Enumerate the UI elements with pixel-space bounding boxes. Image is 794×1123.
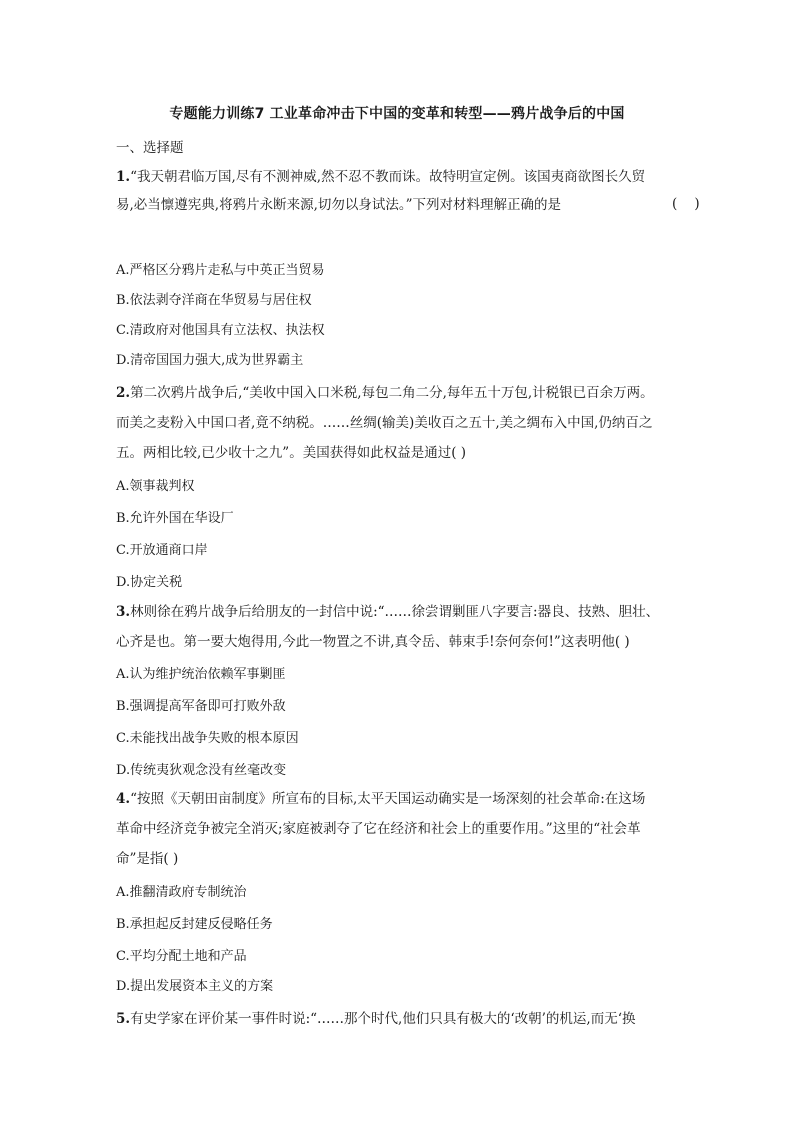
question-3-line-2: 心齐是也。第一要大炮得用,今此一物置之不讲,真令岳、韩束手!奈何奈何!”这表明他( ) [116,634,630,650]
option-c: C.未能找出战争失败的根本原因 [116,731,299,746]
option-c: C.清政府对他国具有立法权、执法权 [116,323,325,338]
option-d: D.清帝国国力强大,成为世界霸主 [116,353,304,368]
question-2-line-1: 2.第二次鸦片战争后,“美收中国入口米税,每包二角二分,每年五十万包,计税银已百余万两。 [116,385,654,401]
option-d: D.协定关税 [116,575,183,590]
option-a: A.推翻清政府专制统治 [116,885,247,900]
answer-paren: ( ) [672,196,700,212]
option-b: B.依法剥夺洋商在华贸易与居住权 [116,293,312,308]
question-1-line-2: 易,必当懔遵宪典,将鸦片永断来源,切勿以身试法。”下列对材料理解正确的是 [116,197,562,213]
question-number: 5. [116,1011,131,1027]
option-a: A.严格区分鸦片走私与中英正当贸易 [116,263,325,278]
question-2-line-2: 而美之麦粉入中国口者,竟不纳税。……丝绸(输美)美收百之五十,美之绸布入中国,仍纳百之 [116,415,653,431]
question-number: 2. [116,385,131,401]
page-title: 专题能力训练7 工业革命冲击下中国的变革和转型——鸦片战争后的中国 [169,106,625,122]
question-4-line-2: 革命中经济竞争被完全消灭;家庭被剥夺了它在经济和社会上的重要作用。”这里的“社会革 [116,821,641,837]
option-b: B.承担起反封建反侵略任务 [116,917,273,932]
question-1-line-1: 1.“我天朝君临万国,尽有不测神威,然不忍不教而诛。故特明宣定例。该国夷商欲图长久贸 [116,169,646,185]
section-heading: 一、选择题 [116,140,184,156]
option-b: B.允许外国在华设厂 [116,511,234,526]
option-c: C.平均分配土地和产品 [116,949,247,964]
question-5-line-1: 5.有史学家在评价某一事件时说:“……那个时代,他们只具有极大的‘改朝’的机运,而无‘换 [116,1011,636,1027]
question-number: 4. [116,791,131,807]
option-b: B.强调提高军备即可打败外敌 [116,699,286,714]
question-number: 3. [116,604,131,620]
option-c: C.开放通商口岸 [116,543,208,558]
option-d: D.提出发展资本主义的方案 [116,979,274,994]
option-a: A.领事裁判权 [116,479,195,494]
option-a: A.认为维护统治依赖军事剿匪 [116,667,286,682]
question-2-line-3: 五。两相比较,已少收十之九”。美国获得如此权益是通过( ) [116,445,467,461]
question-3-line-1: 3.林则徐在鸦片战争后给朋友的一封信中说:“……徐尝谓剿匪八字要言:器良、技熟、胆壮、 [116,604,660,620]
question-4-line-1: 4.“按照《天朝田亩制度》所宣布的目标,太平天国运动确实是一场深刻的社会革命:在这场 [116,791,646,807]
question-number: 1. [116,169,131,185]
option-d: D.传统夷狄观念没有丝毫改变 [116,763,287,778]
question-4-line-3: 命”是指( ) [116,851,179,867]
